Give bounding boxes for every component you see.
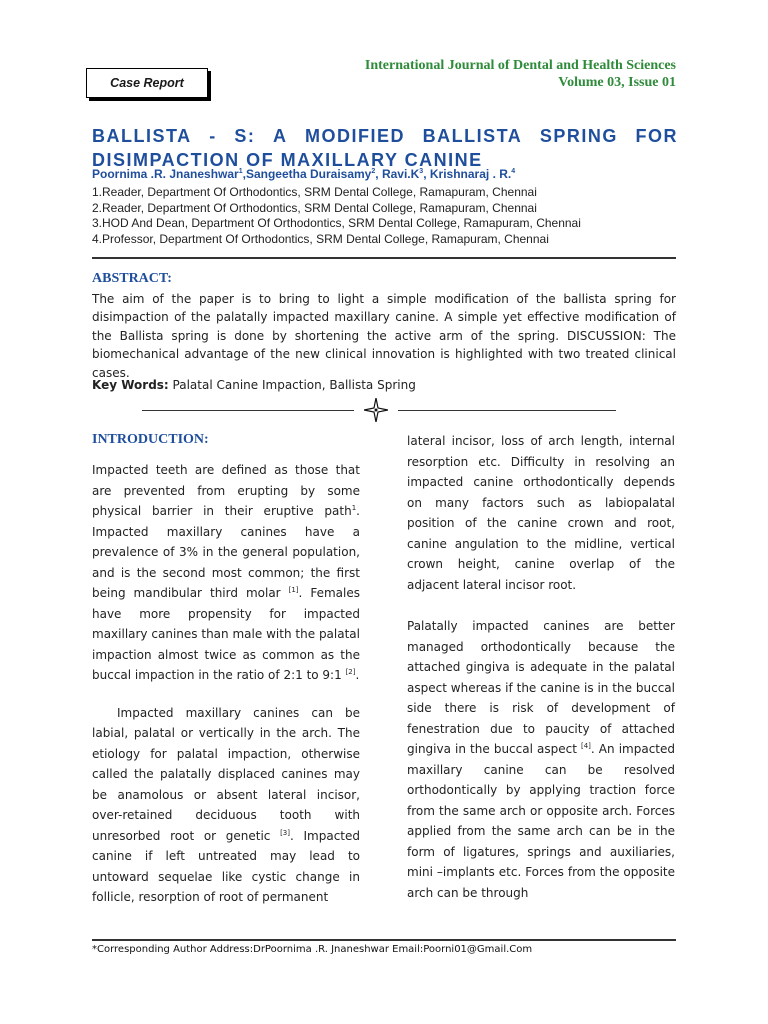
author-affiliation-number: 1: [238, 168, 243, 175]
paragraph-text: . Females have more propensity for impacted maxillary canines than male with the palatal impaction almost twice as common as the buccal impaction in the ratio of 2:1 to 9:1: [92, 586, 360, 682]
author-name: Sangeetha Duraisamy: [245, 167, 372, 181]
keywords-label: Key Words:: [92, 378, 169, 392]
title-line-2: DISIMPACTION OF MAXILLARY CANINE: [92, 150, 483, 170]
affiliation-4: 4.Professor, Department Of Orthodontics, SRM Dental College, Ramapuram, Chennai: [92, 231, 549, 246]
title-word: SPRING: [539, 126, 618, 146]
separator-left: [142, 410, 354, 411]
author-affiliation-number: 3: [419, 168, 424, 175]
abstract-text: The aim of the paper is to bring to light a simple modification of the ballista spring for disimpaction of the palatally impacted maxillary canine. A simple yet effective modification of the Ballista spring is done by shortening the active arm of the spring. DISCUSSION: The biomechanical advantage of the new clinical innovation is highlighted with two treated clinical cases.: [92, 292, 676, 380]
title-line-1: [92, 124, 678, 148]
column-left: [92, 460, 360, 908]
footer-divider: [92, 939, 676, 941]
title-word: -: [209, 126, 217, 146]
author-affiliation-number: 2: [371, 168, 376, 175]
author-separator: ,: [375, 167, 382, 181]
header-divider: [92, 257, 676, 259]
citation-ref: [2]: [345, 668, 356, 676]
affiliation-1: 1.Reader, Department Of Orthodontics, SRM Dental College, Ramapuram, Chennai: [92, 185, 537, 199]
title-word: S:: [234, 126, 256, 146]
affiliation-3: 3.HOD And Dean, Department Of Orthodontics, SRM Dental College, Ramapuram, Chennai: [92, 216, 581, 230]
paragraph-text: Impacted maxillary canines can be labial, palatal or vertically in the arch. The etiology for palatal impaction, otherwise called the palatally displaced canines may be anamolous or absent lateral incisor, over-retained deciduous tooth with unresorbed root or genetic: [92, 705, 360, 843]
citation-ref: [3]: [280, 828, 290, 837]
intro-paragraph-1: [92, 460, 360, 686]
affiliation-2: 2.Reader, Department Of Orthodontics, SRM Dental College, Ramapuram, Chennai: [92, 200, 537, 215]
title-word: BALLISTA: [422, 126, 523, 146]
title-word: BALLISTA: [92, 126, 192, 146]
corresponding-author: *Corresponding Author Address:DrPoornima .R. Jnaneshwar Email:Poorni01@Gmail.Com: [92, 944, 533, 955]
paragraph-text: . Impacted canine if left untreated may lead to untoward sequelae like cystic change in follicle, resorption of root of permanent: [92, 828, 360, 904]
introduction-heading: INTRODUCTION:: [92, 432, 209, 447]
author-separator: ,: [423, 167, 430, 181]
author-separator: ,: [242, 167, 246, 181]
intro-paragraph-4: [407, 616, 675, 903]
citation-ref: [4]: [581, 742, 591, 750]
author-affiliation-number: 4: [511, 168, 516, 175]
citation-ref: 1: [351, 504, 357, 512]
keywords: [92, 378, 416, 392]
paragraph-text: . Impacted maxillary canines have a prevalence of 3% in the general population, and is the second most common; the first being mandibular third molar: [92, 504, 360, 600]
paragraph-text: Palatally impacted canines are better managed orthodontically because the attached gingiva is adequate in the palatal aspect whereas if the canine is in the buccal side there is risk of development of fenestration due to paucity of attached gingiva in the buccal aspect: [407, 619, 675, 756]
star-ornament-icon: [364, 398, 388, 422]
paragraph-text: Impacted teeth are defined as those that are prevented from erupting by some physical barrier in their eruptive path: [92, 463, 360, 518]
paragraph-text: . An impacted maxillary canine can be resolved orthodontically by applying traction force from the same arch or opposite arch. Forces applied from the same arch can be in the form of ligatures, springs and auxiliaries, mini –implants etc. Forces from the opposite arch can be through: [407, 742, 675, 900]
title-word: FOR: [635, 126, 678, 146]
case-report-label: Case Report: [86, 68, 208, 98]
author-name: Poornima .R. Jnaneshwar: [92, 167, 239, 181]
paragraph-text: .: [355, 668, 360, 682]
author-list: [92, 167, 515, 181]
author-name: Krishnaraj . R.: [429, 167, 512, 181]
journal-volume: Volume 03, Issue 01: [558, 75, 676, 90]
separator-right: [398, 410, 616, 411]
title-word: MODIFIED: [305, 126, 406, 146]
author-name: Ravi.K: [381, 167, 420, 181]
journal-name: International Journal of Dental and Health Sciences: [364, 58, 676, 73]
title-word: A: [272, 126, 288, 146]
intro-paragraph-3: lateral incisor, loss of arch length, internal resorption etc. Difficulty in resolving an impacted canine orthodontically depends on many factors such as labiopalatal position of the canine crown and root, canine angulation to the midline, vertical crown height, canine overlap of the adjacent lateral incisor root.: [407, 434, 675, 592]
intro-paragraph-2: [92, 703, 360, 908]
paper-title: [92, 124, 678, 172]
citation-ref: [1]: [288, 586, 299, 594]
column-right: [407, 431, 675, 903]
abstract-heading: ABSTRACT:: [92, 271, 172, 286]
keywords-value: Palatal Canine Impaction, Ballista Spring: [168, 378, 416, 392]
